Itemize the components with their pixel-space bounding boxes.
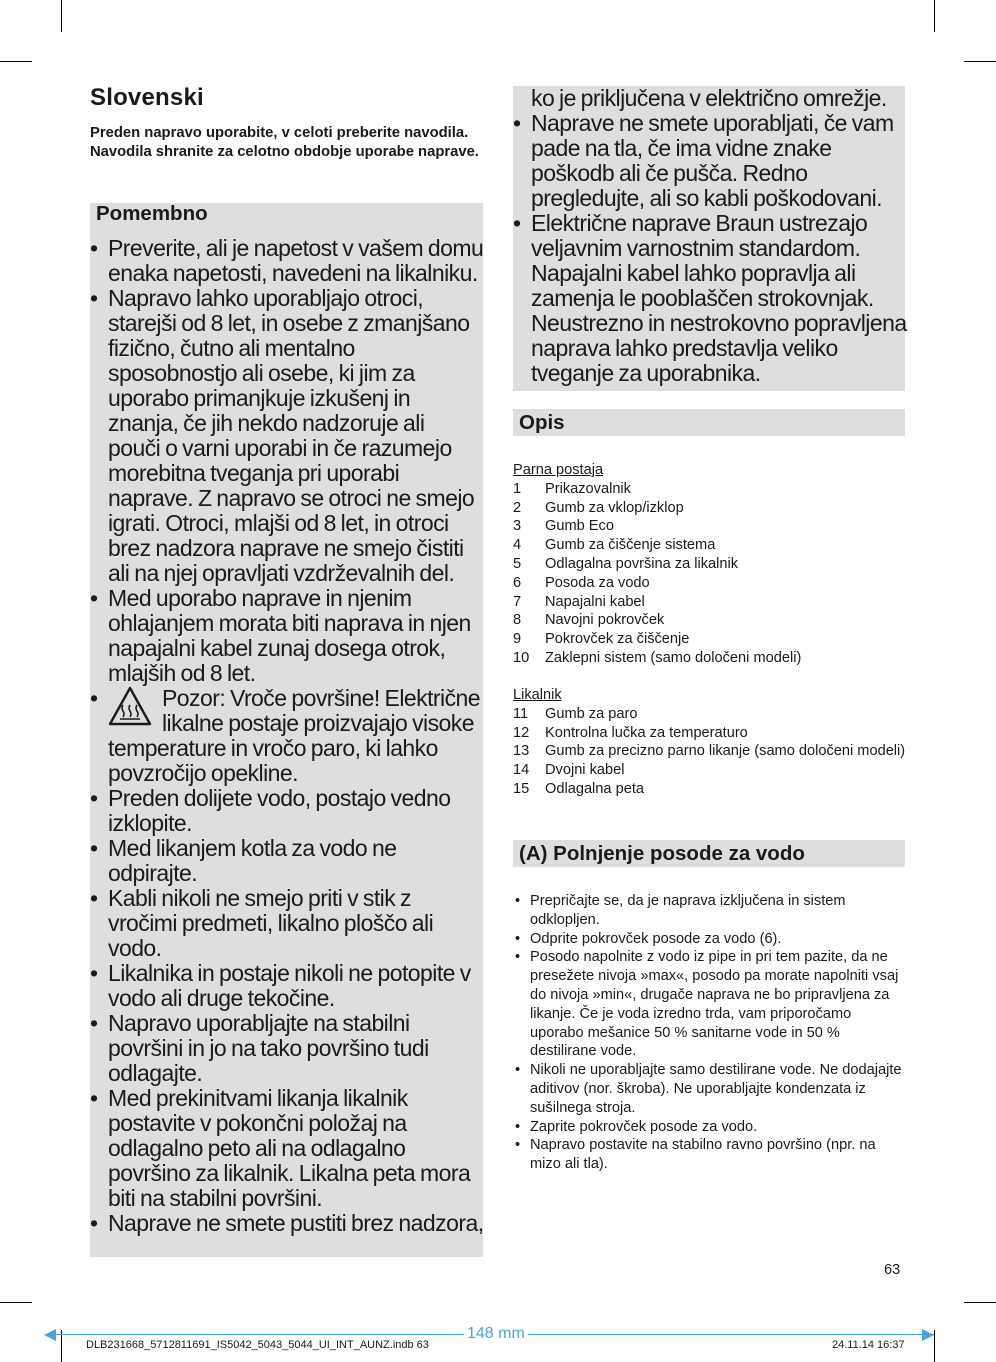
bullet-line: Preden dolijete vodo, postajo vedno: [108, 785, 451, 811]
bullet-line: Neustrezno in nestrokovno popravljena: [531, 310, 907, 336]
bullet-line: Likalnika in postaje nikoli ne potopite v: [108, 960, 471, 986]
hot-surface-warning-icon: [108, 686, 152, 726]
bullet-line: brez nadzora naprave ne smejo čistiti: [108, 535, 464, 561]
part-label: Odlagalna površina za likalnik: [545, 555, 739, 572]
bullet-line: površini in jo na tako površino tudi: [108, 1035, 429, 1061]
part-label: Pokrovček za čiščenje: [545, 631, 690, 648]
filling-step-text: Odprite pokrovček posode za vodo (6).: [530, 930, 782, 947]
part-label: Gumb Eco: [545, 518, 614, 535]
part-number: 3: [513, 518, 522, 535]
part-row: [513, 761, 908, 780]
part-row: [513, 630, 908, 649]
bullet-icon: •: [515, 949, 521, 966]
bullet-icon: •: [90, 235, 98, 261]
warning-line: likalne postaje proizvajajo visoke: [162, 710, 474, 736]
bullet-icon: •: [515, 1137, 521, 1154]
bullet-item: [90, 1211, 485, 1236]
important-list-left: [90, 236, 485, 1236]
filling-step-text: Zaprite pokrovček posode za vodo.: [530, 1118, 758, 1135]
important-list-right: [513, 86, 908, 386]
bullet-line: fizično, čutno ali mentalno: [108, 335, 355, 361]
part-row: [513, 742, 908, 761]
part-number: 4: [513, 537, 522, 554]
part-number: 7: [513, 593, 522, 610]
bullet-line: odpirajte.: [108, 860, 198, 886]
part-label: Prikazovalnik: [545, 480, 631, 497]
filling-step: [513, 1061, 908, 1117]
arrow-left-icon: [44, 1329, 56, 1341]
part-row: [513, 480, 908, 499]
page-number: 63: [884, 1262, 901, 1278]
part-row: [513, 705, 908, 724]
filling-step-text: Napravo postavite na stabilno ravno površino (npr. na mizo ali tla).: [530, 1137, 876, 1173]
bullet-line: naprava lahko predstavlja veliko: [531, 335, 838, 361]
bullet-line: vročimi predmeti, likalno ploščo ali: [108, 910, 434, 936]
crop-mark: [934, 0, 935, 32]
bullet-item: [513, 211, 908, 386]
continued-line: ko je priključena v električno omrežje.: [531, 85, 887, 111]
part-number: 5: [513, 555, 522, 572]
filling-step: [513, 1118, 908, 1137]
bullet-line: naprave. Z napravo se otroci ne smejo: [108, 485, 475, 511]
bullet-line: odlagalno peto ali na odlagalno: [108, 1135, 406, 1161]
bullet-icon: •: [90, 285, 98, 311]
part-label: Kontrolna lučka za temperaturo: [545, 724, 748, 741]
part-number: 10: [513, 649, 530, 666]
bullet-line: mlajših od 8 let.: [108, 660, 256, 686]
part-row: [513, 499, 908, 518]
part-row: [513, 574, 908, 593]
bullet-line: pregledujte, ali so kabli poškodovani.: [531, 185, 883, 211]
bullet-line: izklopite.: [108, 810, 192, 836]
filling-step-text: Nikoli ne uporabljajte samo destilirane vode. Ne dodajajte aditivov (nor. škroba). Ne uporabljajte kondenzata iz sušilnega stroja.: [530, 1062, 902, 1116]
bullet-icon: •: [513, 210, 521, 236]
description-heading-bar: [513, 409, 905, 436]
crop-mark: [934, 1330, 935, 1362]
part-row: [513, 517, 908, 536]
description-heading: Opis: [519, 411, 565, 434]
bullet-line: Naprave ne smete uporabljati, če vam: [531, 110, 894, 136]
warning-line: Pozor: Vroče površine! Električne: [162, 685, 481, 711]
bullet-line: vodo.: [108, 935, 162, 961]
part-label: Zaklepni sistem (samo določeni modeli): [545, 649, 802, 666]
bullet-line: ohlajanjem morata biti naprava in njen: [108, 610, 471, 636]
part-row: [513, 536, 908, 555]
bullet-line: Naprave ne smete pustiti brez nadzora,: [108, 1210, 484, 1236]
bullet-line: odlagajte.: [108, 1060, 203, 1086]
filling-heading: (A) Polnjenje posode za vodo: [519, 842, 805, 865]
bullet-item: [90, 886, 485, 961]
part-label: Posoda za vodo: [545, 574, 650, 591]
file-slug: DLB231668_5712811691_IS5042_5043_5044_UI_INT_AUNZ.indb 63: [86, 1339, 429, 1351]
bullet-icon: •: [90, 885, 98, 911]
filling-heading-bar: [513, 840, 905, 867]
station-heading: Parna postaja: [513, 462, 604, 478]
bullet-line: poškodb ali če pušča. Redno: [531, 160, 808, 186]
bullet-icon: •: [90, 785, 98, 811]
crop-mark: [0, 61, 32, 62]
bullet-line: zamenja le pooblaščen strokovnjak.: [531, 285, 874, 311]
bullet-line: vodo ali druge tekočine.: [108, 985, 335, 1011]
filling-step: [513, 1136, 908, 1174]
part-label: Gumb za vklop/izklop: [545, 499, 684, 516]
bullet-icon: •: [90, 835, 98, 861]
bullet-item: [513, 111, 908, 211]
bullet-line: tveganje za uporabnika.: [531, 360, 761, 386]
part-row: [513, 611, 908, 630]
filling-step: [513, 930, 908, 949]
bullet-line: površino za likalnik. Likalna peta mora: [108, 1160, 471, 1186]
bullet-icon: •: [90, 1210, 98, 1236]
part-number: 8: [513, 612, 522, 629]
part-number: 2: [513, 499, 522, 516]
filling-step-text: Posodo napolnite z vodo iz pipe in pri tem pazite, da ne presežete nivoja »max«, posodo pa morate napolniti vsaj do nivoja »min«, drugače naprava ne bo pripravljena za likanje. Če je voda izredno trda, vam priporočamo uporabo mešanice 50 % sanitarne vode in 50 % destilirane vode.: [530, 949, 899, 1060]
page-title: Slovenski: [90, 84, 204, 111]
bullet-icon: •: [513, 110, 521, 136]
filling-steps: [513, 892, 908, 1174]
part-label: Dvojni kabel: [545, 762, 625, 779]
part-row: [513, 593, 908, 612]
bullet-item: [90, 836, 485, 886]
page-width-measure: 148 mm: [464, 1325, 528, 1343]
part-number: 12: [513, 724, 530, 741]
bullet-line: postavite v pokončni položaj na: [108, 1110, 407, 1136]
part-number: 11: [513, 705, 529, 722]
bullet-icon: •: [90, 1010, 98, 1036]
bullet-item: [90, 236, 485, 286]
warning-line: temperature in vročo paro, ki lahko: [108, 735, 438, 761]
bullet-item: [90, 786, 485, 836]
bullet-line: Napravo uporabljajte na stabilni: [108, 1010, 410, 1036]
part-label: Navojni pokrovček: [545, 612, 665, 629]
bullet-line: pouči o varni uporabi in če razumejo: [108, 435, 452, 461]
bullet-line: uporabo primanjkuje izkušenj in: [108, 385, 411, 411]
bullet-line: Med prekinitvami likanja likalnik: [108, 1085, 408, 1111]
intro-text: Preden napravo uporabite, v celoti preberite navodila. Navodila shranite za celotno obdobje uporabe naprave.: [90, 125, 479, 160]
part-row: [513, 724, 908, 743]
iron-parts-list: [513, 686, 908, 799]
bullet-item: [90, 1086, 485, 1211]
bullet-line: Med likanjem kotla za vodo ne: [108, 835, 397, 861]
part-label: Gumb za paro: [545, 705, 638, 722]
part-number: 6: [513, 574, 522, 591]
part-label: Napajalni kabel: [545, 593, 645, 610]
bullet-line: enaka napetosti, navedeni na likalniku.: [108, 260, 478, 286]
filling-step: [513, 892, 908, 930]
part-label: Odlagalna peta: [545, 780, 644, 797]
part-number: 13: [513, 743, 530, 760]
filling-step: [513, 948, 908, 1061]
bullet-line: Kabli nikoli ne smejo priti v stik z: [108, 885, 411, 911]
print-date: 24.11.14 16:37: [832, 1339, 905, 1351]
warning-line: povzročijo opekline.: [108, 760, 299, 786]
bullet-icon: •: [515, 893, 521, 909]
bullet-line: Električne naprave Braun ustrezajo: [531, 210, 868, 236]
bullet-icon: •: [515, 1118, 521, 1135]
part-number: 1: [513, 480, 522, 497]
bullet-line: sposobnostjo ali osebe, ki jim za: [108, 360, 415, 386]
bullet-item: [90, 1011, 485, 1086]
bullet-icon: •: [515, 930, 521, 947]
important-heading: Pomembno: [96, 202, 208, 225]
bullet-line: starejši od 8 let, in osebe z zmanjšano: [108, 310, 470, 336]
crop-mark: [0, 1302, 32, 1303]
bullet-item: [90, 961, 485, 1011]
part-label: Gumb za precizno parno likanje (samo določeni modeli): [545, 743, 906, 760]
crop-mark: [61, 0, 62, 32]
bullet-line: znanja, če jih nekdo nadzoruje ali: [108, 410, 425, 436]
part-number: 9: [513, 631, 522, 648]
arrow-right-icon: [922, 1329, 934, 1341]
bullet-line: pade na tla, če ima vidne znake: [531, 135, 832, 161]
bullet-icon: •: [90, 960, 98, 986]
station-parts-list: [513, 461, 908, 668]
bullet-line: igrati. Otroci, mlajši od 8 let, in otroci: [108, 510, 449, 536]
bullet-line: ali na njej opravljati vzdrževalnih del.: [108, 560, 455, 586]
bullet-item: [90, 586, 485, 686]
part-row: [513, 649, 908, 668]
bullet-icon: •: [90, 1085, 98, 1111]
crop-mark: [964, 1302, 996, 1303]
filling-step-text: Prepričajte se, da je naprava izključena in sistem odklopljen.: [530, 893, 846, 928]
bullet-line: veljavnim varnostnim standardom.: [531, 235, 861, 261]
iron-heading: Likalnik: [513, 687, 562, 703]
part-row: [513, 780, 908, 799]
bullet-item: [90, 286, 485, 586]
bullet-line: Napajalni kabel lahko popravlja ali: [531, 260, 856, 286]
hot-surface-warning: • Pozor: Vroče površine! Električne likalne postaje proizvajajo visoke temperature in vročo paro, ki lahko povzročijo opekline.: [90, 686, 485, 786]
part-number: 15: [513, 780, 530, 797]
part-number: 14: [513, 762, 530, 779]
bullet-icon: •: [90, 585, 98, 611]
crop-mark: [964, 61, 996, 62]
part-label: Gumb za čiščenje sistema: [545, 537, 716, 554]
part-row: [513, 555, 908, 574]
bullet-line: Napravo lahko uporabljajo otroci,: [108, 285, 424, 311]
bullet-line: morebitna tveganja pri uporabi: [108, 460, 400, 486]
bullet-line: Med uporabo naprave in njenim: [108, 585, 412, 611]
bullet-line: Preverite, ali je napetost v vašem domu: [108, 235, 484, 261]
bullet-line: napajalni kabel zunaj dosega otrok,: [108, 635, 446, 661]
bullet-icon: •: [515, 1062, 521, 1079]
bullet-line: biti na stabilni površini.: [108, 1185, 323, 1211]
